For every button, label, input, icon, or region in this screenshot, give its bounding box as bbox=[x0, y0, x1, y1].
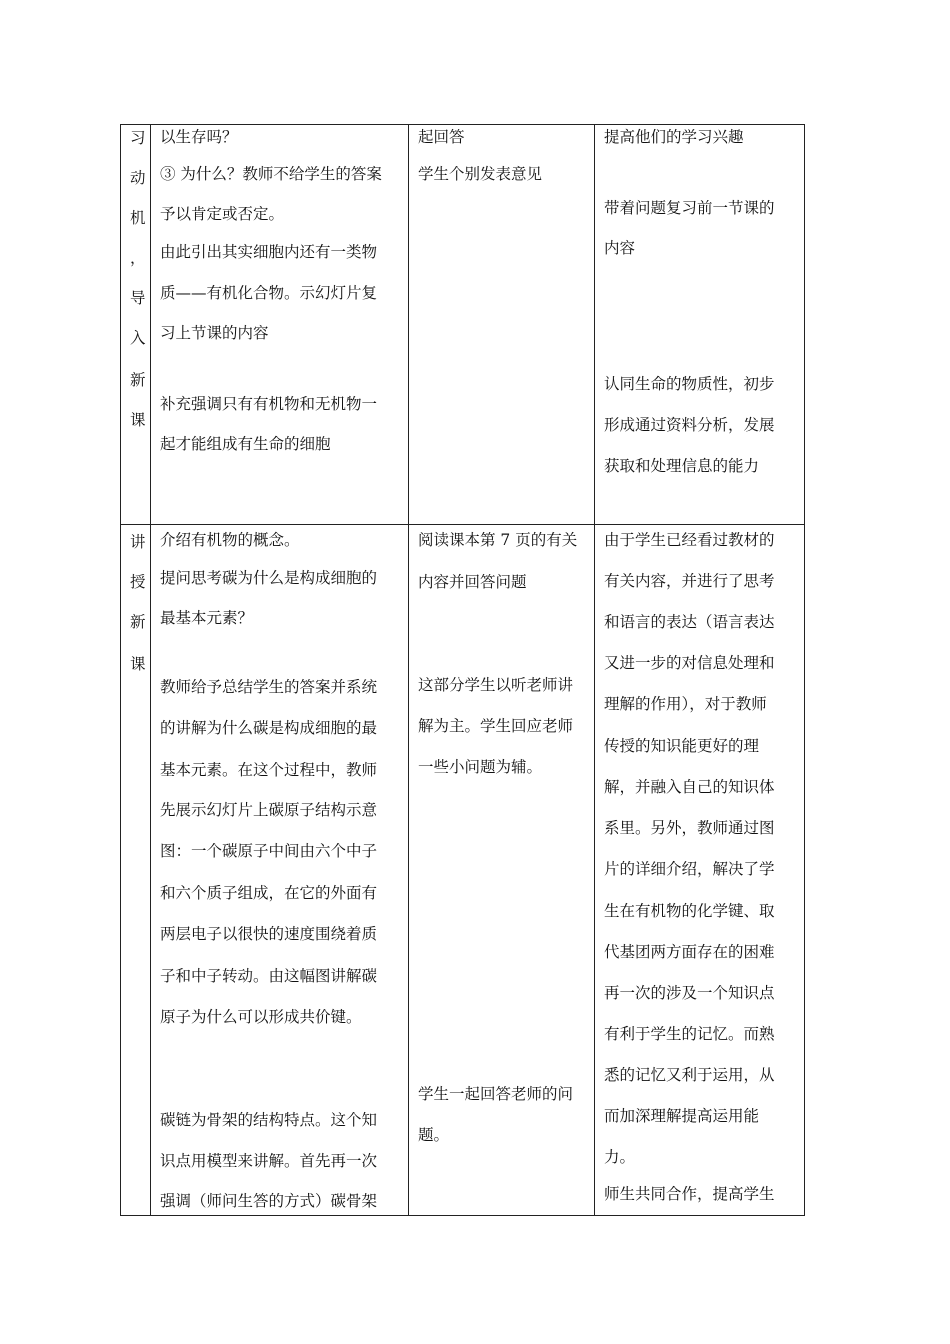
column-divider-teacher bbox=[408, 124, 409, 1216]
purpose-line: 获取和处理信息的能力 bbox=[604, 457, 760, 475]
teacher-line: 和六个质子组成，在它的外面有 bbox=[160, 884, 378, 902]
teacher-line: 图：一个碳原子中间由六个中子 bbox=[160, 842, 378, 860]
stage-char: 习 bbox=[130, 129, 146, 147]
student-line: 起回答 bbox=[418, 128, 465, 146]
purpose-line: 有利于学生的记忆。而熟 bbox=[604, 1025, 775, 1043]
stage-char: 机 bbox=[130, 209, 146, 227]
teacher-line: 先展示幻灯片上碳原子结构示意 bbox=[160, 801, 378, 819]
stage-char: 动 bbox=[130, 169, 146, 187]
row-divider bbox=[120, 524, 805, 525]
purpose-line: 又进一步的对信息处理和 bbox=[604, 654, 775, 672]
teacher-line: 强调（师问生答的方式）碳骨架 bbox=[160, 1192, 378, 1210]
student-line: 解为主。学生回应老师 bbox=[418, 717, 574, 735]
purpose-line: 理解的作用），对于教师 bbox=[604, 695, 767, 713]
purpose-line: 而加深理解提高运用能 bbox=[604, 1107, 760, 1125]
purpose-line: 生在有机物的化学键、取 bbox=[604, 902, 775, 920]
stage-char: 讲 bbox=[130, 533, 146, 551]
purpose-line: 片的详细介绍，解决了学 bbox=[604, 860, 775, 878]
student-line: 学生个别发表意见 bbox=[418, 165, 543, 183]
purpose-line: 系里。另外，教师通过图 bbox=[604, 819, 775, 837]
student-line: 题。 bbox=[418, 1126, 450, 1144]
teacher-line: 子和中子转动。由这幅图讲解碳 bbox=[160, 967, 378, 985]
purpose-line: 有关内容，并进行了思考 bbox=[604, 572, 775, 590]
table-border-top bbox=[120, 124, 805, 125]
purpose-line: 和语言的表达（语言表达 bbox=[604, 613, 775, 631]
teacher-line: 最基本元素？ bbox=[160, 609, 254, 627]
teacher-line: 以生存吗？ bbox=[160, 128, 238, 146]
teacher-line: 原子为什么可以形成共价键。 bbox=[160, 1008, 362, 1026]
purpose-line: 力。 bbox=[604, 1148, 636, 1166]
purpose-line: 带着问题复习前一节课的 bbox=[604, 199, 775, 217]
teacher-line: 补充强调只有有机物和无机物一 bbox=[160, 395, 378, 413]
teacher-line: 基本元素。在这个过程中，教师 bbox=[160, 761, 378, 779]
purpose-line: 悉的记忆又利于运用，从 bbox=[604, 1066, 775, 1084]
table-border-left bbox=[120, 124, 121, 1216]
purpose-line: 传授的知识能更好的理 bbox=[604, 737, 760, 755]
student-line: 学生一起回答老师的问 bbox=[418, 1085, 574, 1103]
teacher-line: 识点用模型来讲解。首先再一次 bbox=[160, 1152, 378, 1170]
teacher-line: ③ 为什么？教师不给学生的答案 bbox=[160, 165, 382, 183]
column-divider-stage bbox=[150, 124, 151, 1216]
purpose-line: 由于学生已经看过教材的 bbox=[604, 531, 775, 549]
teacher-line: 两层电子以很快的速度围绕着质 bbox=[160, 925, 378, 943]
purpose-line: 师生共同合作，提高学生 bbox=[604, 1185, 775, 1203]
column-divider-student bbox=[594, 124, 595, 1216]
purpose-line: 代基团两方面存在的困难 bbox=[604, 943, 775, 961]
stage-char: 入 bbox=[130, 329, 146, 347]
stage-char: 课 bbox=[130, 411, 146, 429]
student-line: 内容并回答问题 bbox=[418, 573, 527, 591]
table-border-bottom bbox=[120, 1215, 805, 1216]
table-border-right bbox=[804, 124, 805, 1216]
purpose-line: 认同生命的物质性，初步 bbox=[604, 375, 775, 393]
student-line: 一些小问题为辅。 bbox=[418, 758, 543, 776]
teacher-line: 提问思考碳为什么是构成细胞的 bbox=[160, 569, 378, 587]
student-line: 阅读课本第 7 页的有关 bbox=[418, 531, 578, 549]
stage-char: 导 bbox=[130, 289, 146, 307]
purpose-line: 形成通过资料分析，发展 bbox=[604, 416, 775, 434]
purpose-line: 解，并融入自己的知识体 bbox=[604, 778, 775, 796]
teacher-line: 介绍有机物的概念。 bbox=[160, 531, 300, 549]
teacher-line: 质——有机化合物。示幻灯片复 bbox=[160, 284, 378, 302]
purpose-line: 提高他们的学习兴趣 bbox=[604, 128, 744, 146]
stage-char: 新 bbox=[130, 371, 146, 389]
teacher-line: 起才能组成有生命的细胞 bbox=[160, 435, 331, 453]
stage-char: ， bbox=[130, 249, 146, 267]
stage-char: 新 bbox=[130, 613, 146, 631]
purpose-line: 再一次的涉及一个知识点 bbox=[604, 984, 775, 1002]
stage-char: 课 bbox=[130, 655, 146, 673]
purpose-line: 内容 bbox=[604, 239, 636, 257]
teacher-line: 教师给予总结学生的答案并系统 bbox=[160, 678, 378, 696]
teacher-line: 习上节课的内容 bbox=[160, 324, 269, 342]
teacher-line: 碳链为骨架的结构特点。这个知 bbox=[160, 1111, 378, 1129]
teacher-line: 的讲解为什么碳是构成细胞的最 bbox=[160, 719, 378, 737]
student-line: 这部分学生以听老师讲 bbox=[418, 676, 574, 694]
teacher-line: 予以肯定或否定。 bbox=[160, 205, 285, 223]
teacher-line: 由此引出其实细胞内还有一类物 bbox=[160, 243, 378, 261]
stage-char: 授 bbox=[130, 573, 146, 591]
